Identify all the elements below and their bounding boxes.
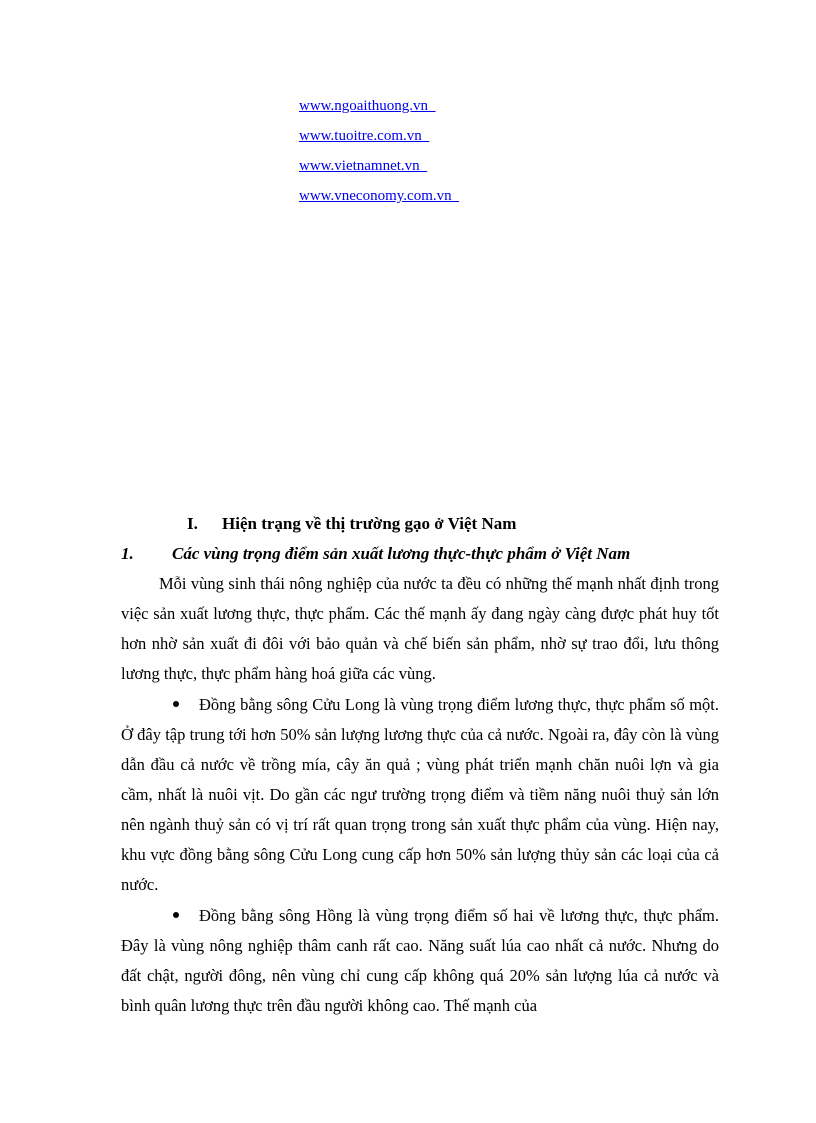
reference-link-item [299, 156, 459, 186]
subsection-heading [121, 543, 630, 565]
intro-paragraph: Mỗi vùng sinh thái nông nghiệp của nước ta đều có những thế mạnh nhất định trong việc sản xuất lương thực, thực phẩm. Các thế mạnh ấy đang ngày càng được phát huy tốt hơn nhờ sản xuất đi đôi với bảo quản và chế biến sản phẩm, nhờ sự trao đổi, lưu thông lương thực, thực phẩm hàng hoá giữa các vùng. [121, 574, 719, 683]
link-vietnamnet[interactable]: www.vietnamnet.vn [299, 158, 428, 174]
reference-links-list [299, 96, 459, 216]
link-tuoitre[interactable]: www.tuoitre.com.vn [299, 128, 430, 144]
reference-link-item [299, 96, 459, 126]
section-heading [187, 513, 516, 535]
bullet-icon [173, 901, 199, 931]
bullet-icon [173, 690, 199, 720]
subsection-title: Các vùng trọng điểm sản xuất lương thực-thực phẩm ở Việt Nam [172, 544, 631, 563]
link-vneconomy[interactable]: www.vneconomy.com.vn [299, 188, 460, 204]
bullet-paragraph-red-river [121, 901, 719, 1021]
subsection-number: 1. [121, 544, 134, 563]
bullet-text: Đồng bằng sông Hồng là vùng trọng điểm số hai về lương thực, thực phẩm. Đây là vùng nông nghiệp thâm canh rất cao. Năng suất lúa cao nhất cả nước. Nhưng do đất chật, người đông, nên vùng chỉ cung cấp không quá 20% sản lượng lúa cả nước và bình quân lương thực trên đầu người không cao. Thế mạnh của [121, 906, 719, 1015]
link-ngoaithuong[interactable]: www.ngoaithuong.vn [299, 98, 436, 114]
bullet-text: Đồng bằng sông Cửu Long là vùng trọng điểm lương thực, thực phẩm số một. Ở đây tập trung tới hơn 50% sản lượng lương thực của cả nước. Ngoài ra, đây còn là vùng dẫn đầu cả nước về trồng mía, cây ăn quả ; vùng phát triển mạnh chăn nuôi lợn và gia cầm, nhất là nuôi vịt. Do gần các ngư trường trọng điểm và tiềm năng nuôi thuỷ sản lớn nên ngành thuỷ sản có vị trí rất quan trọng trong sản xuất thực phẩm của vùng. Hiện nay, khu vực đồng bằng sông Cửu Long cung cấp hơn 50% sản lượng thủy sản các loại của cả nước. [121, 695, 719, 894]
section-title: Hiện trạng về thị trường gạo ở Việt Nam [222, 514, 517, 533]
bullet-paragraph-mekong [121, 690, 719, 900]
reference-link-item [299, 186, 459, 216]
section-number: I. [187, 514, 198, 533]
reference-link-item [299, 126, 459, 156]
